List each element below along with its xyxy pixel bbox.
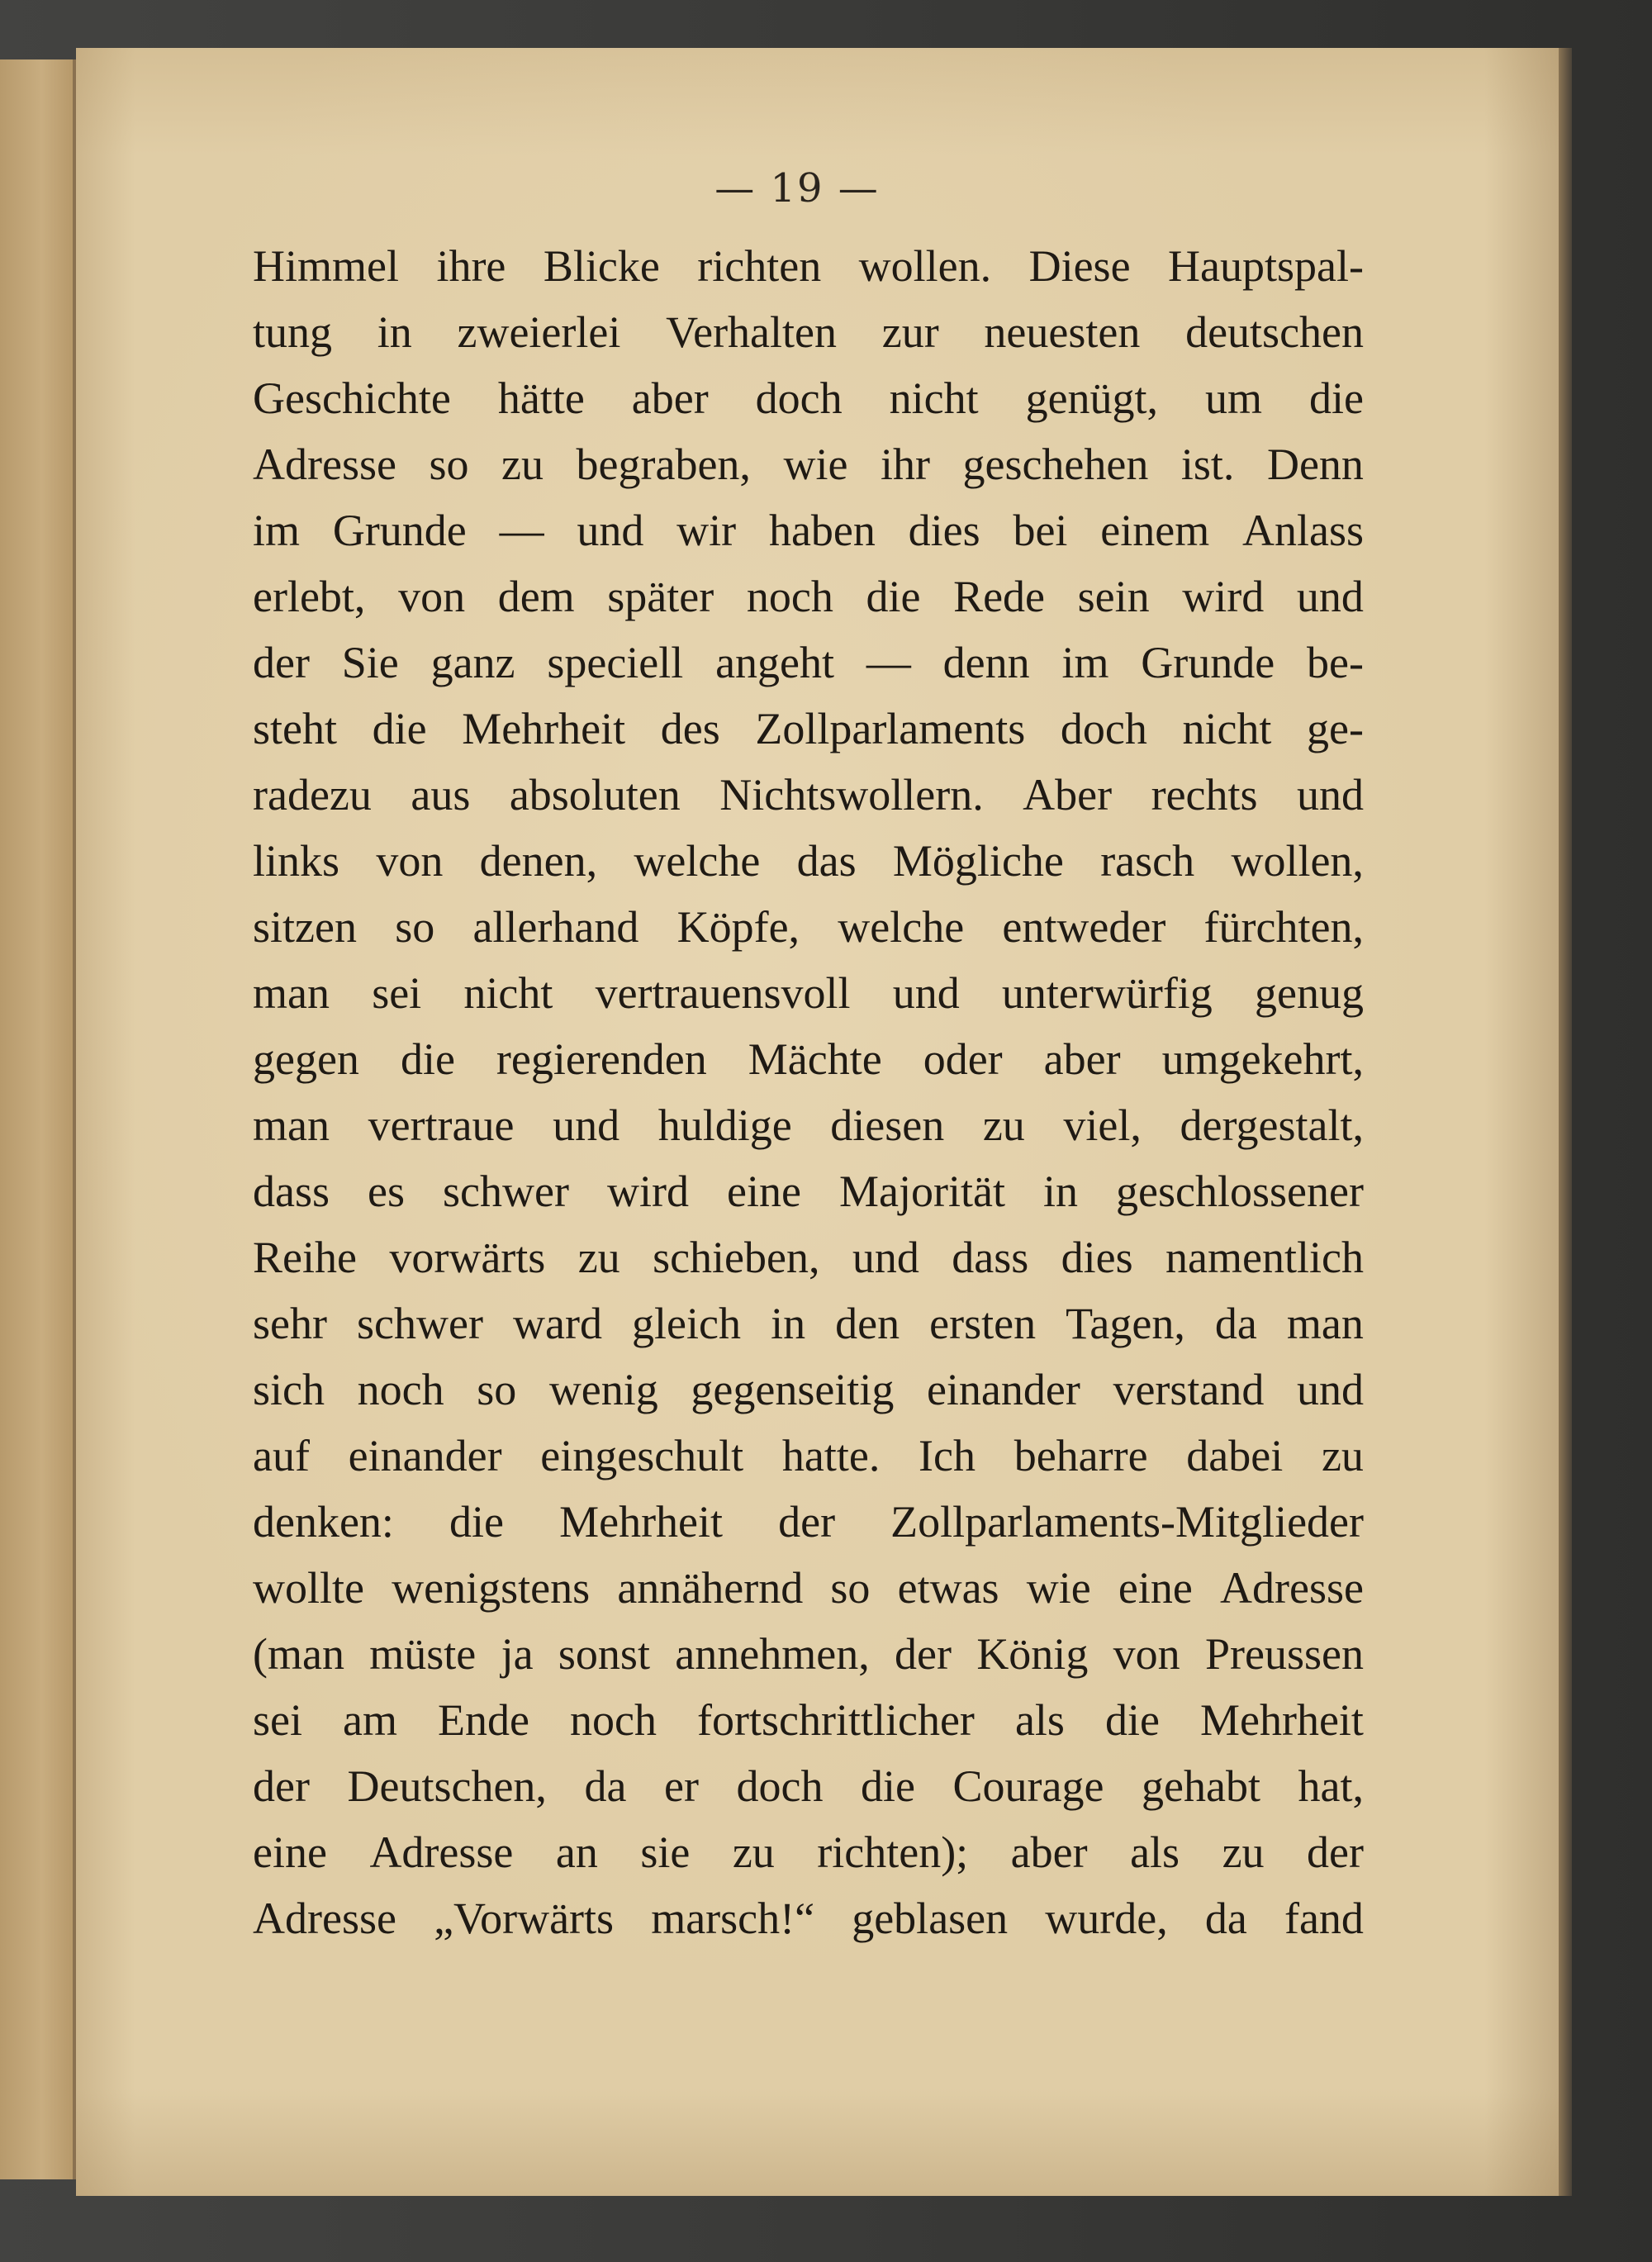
- word: einem: [1100, 506, 1210, 555]
- word: Anlass: [1242, 506, 1364, 555]
- word: in: [377, 307, 412, 357]
- text-line: [253, 1357, 1364, 1423]
- word: die: [372, 704, 427, 753]
- word: die: [1309, 373, 1364, 423]
- previous-page-edge: [0, 59, 76, 2179]
- word: ihre: [436, 241, 506, 291]
- word: zu: [732, 1827, 775, 1877]
- word: wie: [783, 440, 848, 489]
- word: von: [398, 572, 466, 621]
- word: zu: [501, 440, 544, 489]
- word: ist.: [1180, 440, 1235, 489]
- word: da: [1214, 1299, 1257, 1348]
- word: erlebt,: [253, 572, 366, 621]
- word: sonst: [558, 1629, 650, 1679]
- word: man: [253, 968, 330, 1018]
- word: zu: [1222, 1827, 1265, 1877]
- word: hatte.: [781, 1431, 881, 1480]
- text-line: [253, 1290, 1364, 1357]
- word: Sie: [341, 638, 399, 687]
- word: sein: [1077, 572, 1150, 621]
- word: rasch: [1100, 836, 1195, 886]
- word: zu: [982, 1100, 1025, 1150]
- text-line: [253, 233, 1364, 299]
- word: Denn: [1266, 440, 1364, 489]
- word: beharre: [1014, 1431, 1148, 1480]
- word: an: [555, 1827, 598, 1877]
- word: Grunde: [332, 506, 467, 555]
- word: zu: [1321, 1431, 1364, 1480]
- word: gegen: [253, 1034, 359, 1084]
- word: sei: [372, 968, 422, 1018]
- word: denen,: [479, 836, 598, 886]
- word: Mögliche: [892, 836, 1064, 886]
- word: und: [1296, 572, 1364, 621]
- word: Ich: [919, 1431, 976, 1480]
- word: denn: [942, 638, 1030, 687]
- word: aber: [1010, 1827, 1088, 1877]
- word: diesen: [830, 1100, 945, 1150]
- word: hätte: [497, 373, 585, 423]
- word: entweder: [1002, 902, 1166, 952]
- word: des: [660, 704, 720, 753]
- word: hat,: [1298, 1761, 1364, 1811]
- word: die: [1104, 1695, 1160, 1745]
- word: allerhand: [472, 902, 639, 952]
- word: dass: [253, 1167, 330, 1216]
- word: gleich: [632, 1299, 741, 1348]
- word: Deutschen,: [347, 1761, 547, 1811]
- word: Grunde: [1141, 638, 1275, 687]
- word: welche: [838, 902, 965, 952]
- word: genügt,: [1025, 373, 1159, 423]
- word: unterwürfig: [1001, 968, 1213, 1018]
- word: aber: [631, 373, 709, 423]
- word: Majorität: [839, 1167, 1005, 1216]
- text-line: [253, 299, 1364, 365]
- word: deutschen: [1185, 307, 1364, 357]
- word: sehr: [253, 1299, 327, 1348]
- word: Tagen,: [1066, 1299, 1185, 1348]
- word: einander: [348, 1431, 502, 1480]
- word: er: [663, 1761, 699, 1811]
- word: rechts: [1151, 770, 1258, 820]
- body-text: [253, 233, 1364, 1951]
- text-line: [253, 1819, 1364, 1885]
- word: in: [771, 1299, 806, 1348]
- word: im: [1061, 638, 1109, 687]
- page-number: — 19 —: [714, 165, 880, 211]
- word: noch: [570, 1695, 657, 1745]
- text-line: [253, 696, 1364, 762]
- page-edge-shadow: [1559, 48, 1572, 2196]
- word: doch: [1060, 704, 1147, 753]
- word: steht: [253, 704, 337, 753]
- word: dass: [952, 1233, 1029, 1282]
- word: und: [577, 506, 644, 555]
- word: fortschrittlicher: [697, 1695, 975, 1745]
- word: wenig: [548, 1365, 658, 1414]
- word: oder: [923, 1034, 1003, 1084]
- word: links: [253, 836, 340, 886]
- word: von: [376, 836, 444, 886]
- word: Adresse: [253, 1894, 396, 1943]
- word: von: [1113, 1629, 1180, 1679]
- word: zu: [577, 1233, 620, 1282]
- text-line: [253, 1885, 1364, 1951]
- text-line: [253, 1687, 1364, 1753]
- word: genug: [1255, 968, 1364, 1018]
- word: und: [852, 1233, 919, 1282]
- word: angeht: [715, 638, 835, 687]
- word: nicht: [889, 373, 979, 423]
- word: Mächte: [748, 1034, 882, 1084]
- word: geblasen: [852, 1894, 1009, 1943]
- text-line: [253, 894, 1364, 960]
- text-line: [253, 828, 1364, 894]
- word: es: [368, 1167, 406, 1216]
- word: dies: [1061, 1233, 1133, 1282]
- word: marsch!“: [651, 1894, 815, 1943]
- word: ganz: [430, 638, 515, 687]
- word: noch: [357, 1365, 444, 1414]
- word: (man: [253, 1629, 344, 1679]
- text-line: [253, 563, 1364, 630]
- word: das: [796, 836, 857, 886]
- word: am: [343, 1695, 398, 1745]
- text-line: [253, 1753, 1364, 1819]
- word: vertrauensvoll: [595, 968, 851, 1018]
- word: absoluten: [509, 770, 681, 820]
- word: zweierlei: [457, 307, 621, 357]
- word: so: [429, 440, 469, 489]
- word: eingeschult: [540, 1431, 744, 1480]
- word: eine: [253, 1827, 327, 1877]
- word: Ende: [438, 1695, 529, 1745]
- word: Adresse: [253, 440, 396, 489]
- text-line: [253, 762, 1364, 828]
- word: ge-: [1307, 704, 1364, 753]
- word: der: [895, 1629, 952, 1679]
- word: der: [253, 638, 310, 687]
- word: Aber: [1023, 770, 1113, 820]
- word: wie: [1026, 1563, 1091, 1613]
- word: in: [1043, 1167, 1079, 1216]
- word: Preussen: [1204, 1629, 1364, 1679]
- word: dabei: [1186, 1431, 1284, 1480]
- word: radezu: [253, 770, 372, 820]
- word: schwer: [357, 1299, 483, 1348]
- word: sei: [253, 1695, 302, 1745]
- word: —: [499, 506, 544, 555]
- word: Mehrheit: [1199, 1695, 1364, 1745]
- word: Mehrheit: [559, 1497, 724, 1547]
- word: neuesten: [984, 307, 1141, 357]
- word: fand: [1284, 1894, 1364, 1943]
- word: sich: [253, 1365, 325, 1414]
- text-line: [253, 1092, 1364, 1158]
- word: speciell: [547, 638, 684, 687]
- word: ihr: [880, 440, 930, 489]
- word: noch: [746, 572, 833, 621]
- word: Himmel: [253, 241, 399, 291]
- word: da: [1204, 1894, 1247, 1943]
- word: welche: [634, 836, 761, 886]
- word: und: [553, 1100, 620, 1150]
- text-line: [253, 365, 1364, 431]
- word: König: [976, 1629, 1089, 1679]
- word: Reihe: [253, 1233, 357, 1282]
- word: sitzen: [253, 902, 357, 952]
- word: regierenden: [496, 1034, 707, 1084]
- word: tung: [253, 307, 333, 357]
- word: viel,: [1063, 1100, 1142, 1150]
- word: richten);: [817, 1827, 969, 1877]
- word: und: [1296, 1365, 1364, 1414]
- word: geschehen: [962, 440, 1149, 489]
- word: richten: [697, 241, 822, 291]
- text-line: [253, 1026, 1364, 1092]
- word: auf: [253, 1431, 310, 1480]
- word: den: [835, 1299, 900, 1348]
- text-line: [253, 1158, 1364, 1224]
- word: Hauptspal-: [1168, 241, 1364, 291]
- word: um: [1205, 373, 1263, 423]
- word: bei: [1013, 506, 1068, 555]
- word: so: [395, 902, 435, 952]
- word: schwer: [443, 1167, 569, 1216]
- word: nicht: [1182, 704, 1272, 753]
- word: nicht: [463, 968, 553, 1018]
- word: annehmen,: [675, 1629, 870, 1679]
- word: haben: [768, 506, 876, 555]
- word: etwas: [897, 1563, 999, 1613]
- text-line: [253, 1621, 1364, 1687]
- word: Adresse: [1220, 1563, 1364, 1613]
- word: der: [1307, 1827, 1364, 1877]
- word: dergestalt,: [1180, 1100, 1364, 1150]
- word: dies: [908, 506, 980, 555]
- word: sie: [640, 1827, 691, 1877]
- word: doch: [755, 373, 843, 423]
- word: annähernd: [617, 1563, 804, 1613]
- word: aber: [1043, 1034, 1121, 1084]
- word: verstand: [1113, 1365, 1265, 1414]
- word: man: [1286, 1299, 1364, 1348]
- word: aus: [411, 770, 471, 820]
- word: begraben,: [576, 440, 751, 489]
- word: Diese: [1028, 241, 1131, 291]
- word: und: [892, 968, 960, 1018]
- word: wenigstens: [392, 1563, 591, 1613]
- text-line: [253, 1489, 1364, 1555]
- word: im: [253, 506, 301, 555]
- word: als: [1014, 1695, 1065, 1745]
- word: da: [584, 1761, 627, 1811]
- word: gehabt: [1142, 1761, 1260, 1811]
- word: wollen,: [1231, 836, 1364, 886]
- word: Zollparlaments-Mitglieder: [890, 1497, 1364, 1547]
- word: fürchten,: [1203, 902, 1364, 952]
- word: denken:: [253, 1497, 394, 1547]
- word: Nichtswollern.: [719, 770, 984, 820]
- text-line: [253, 960, 1364, 1026]
- word: wird: [607, 1167, 689, 1216]
- text-line: [253, 431, 1364, 497]
- text-line: [253, 1555, 1364, 1621]
- word: dem: [497, 572, 575, 621]
- text-line: [253, 1224, 1364, 1290]
- word: wollen.: [858, 241, 992, 291]
- word: vertraue: [368, 1100, 515, 1150]
- text-line: [253, 497, 1364, 563]
- text-line: [253, 630, 1364, 696]
- word: einander: [926, 1365, 1080, 1414]
- word: namentlich: [1165, 1233, 1364, 1282]
- word: die: [449, 1497, 505, 1547]
- word: Geschichte: [253, 373, 451, 423]
- word: Köpfe,: [676, 902, 800, 952]
- word: wird: [1182, 572, 1265, 621]
- word: später: [607, 572, 714, 621]
- word: die: [866, 572, 921, 621]
- word: —: [866, 638, 911, 687]
- word: be-: [1307, 638, 1364, 687]
- word: gegenseitig: [691, 1365, 895, 1414]
- word: umgekehrt,: [1161, 1034, 1364, 1084]
- word: huldige: [657, 1100, 792, 1150]
- word: eine: [727, 1167, 801, 1216]
- word: so: [477, 1365, 517, 1414]
- word: so: [830, 1563, 871, 1613]
- word: doch: [736, 1761, 824, 1811]
- word: wir: [676, 506, 737, 555]
- word: Rede: [953, 572, 1046, 621]
- text-line: [253, 1423, 1364, 1489]
- word: wollte: [253, 1563, 364, 1613]
- word: die: [400, 1034, 455, 1084]
- word: schieben,: [653, 1233, 820, 1282]
- word: Blicke: [543, 241, 660, 291]
- word: ward: [513, 1299, 602, 1348]
- word: geschlossener: [1116, 1167, 1364, 1216]
- word: Mehrheit: [462, 704, 626, 753]
- word: Courage: [952, 1761, 1104, 1811]
- word: wurde,: [1045, 1894, 1168, 1943]
- word: „Vorwärts: [434, 1894, 615, 1943]
- word: und: [1297, 770, 1364, 820]
- word: eine: [1118, 1563, 1193, 1613]
- word: müste: [369, 1629, 477, 1679]
- word: man: [253, 1100, 330, 1150]
- word: zur: [881, 307, 939, 357]
- word: der: [253, 1761, 310, 1811]
- word: ersten: [929, 1299, 1037, 1348]
- word: Zollparlaments: [755, 704, 1026, 753]
- word: ja: [501, 1629, 534, 1679]
- word: die: [861, 1761, 915, 1811]
- word: Adresse: [369, 1827, 514, 1877]
- word: der: [778, 1497, 836, 1547]
- word: Verhalten: [666, 307, 837, 357]
- word: vorwärts: [389, 1233, 546, 1282]
- word: als: [1130, 1827, 1180, 1877]
